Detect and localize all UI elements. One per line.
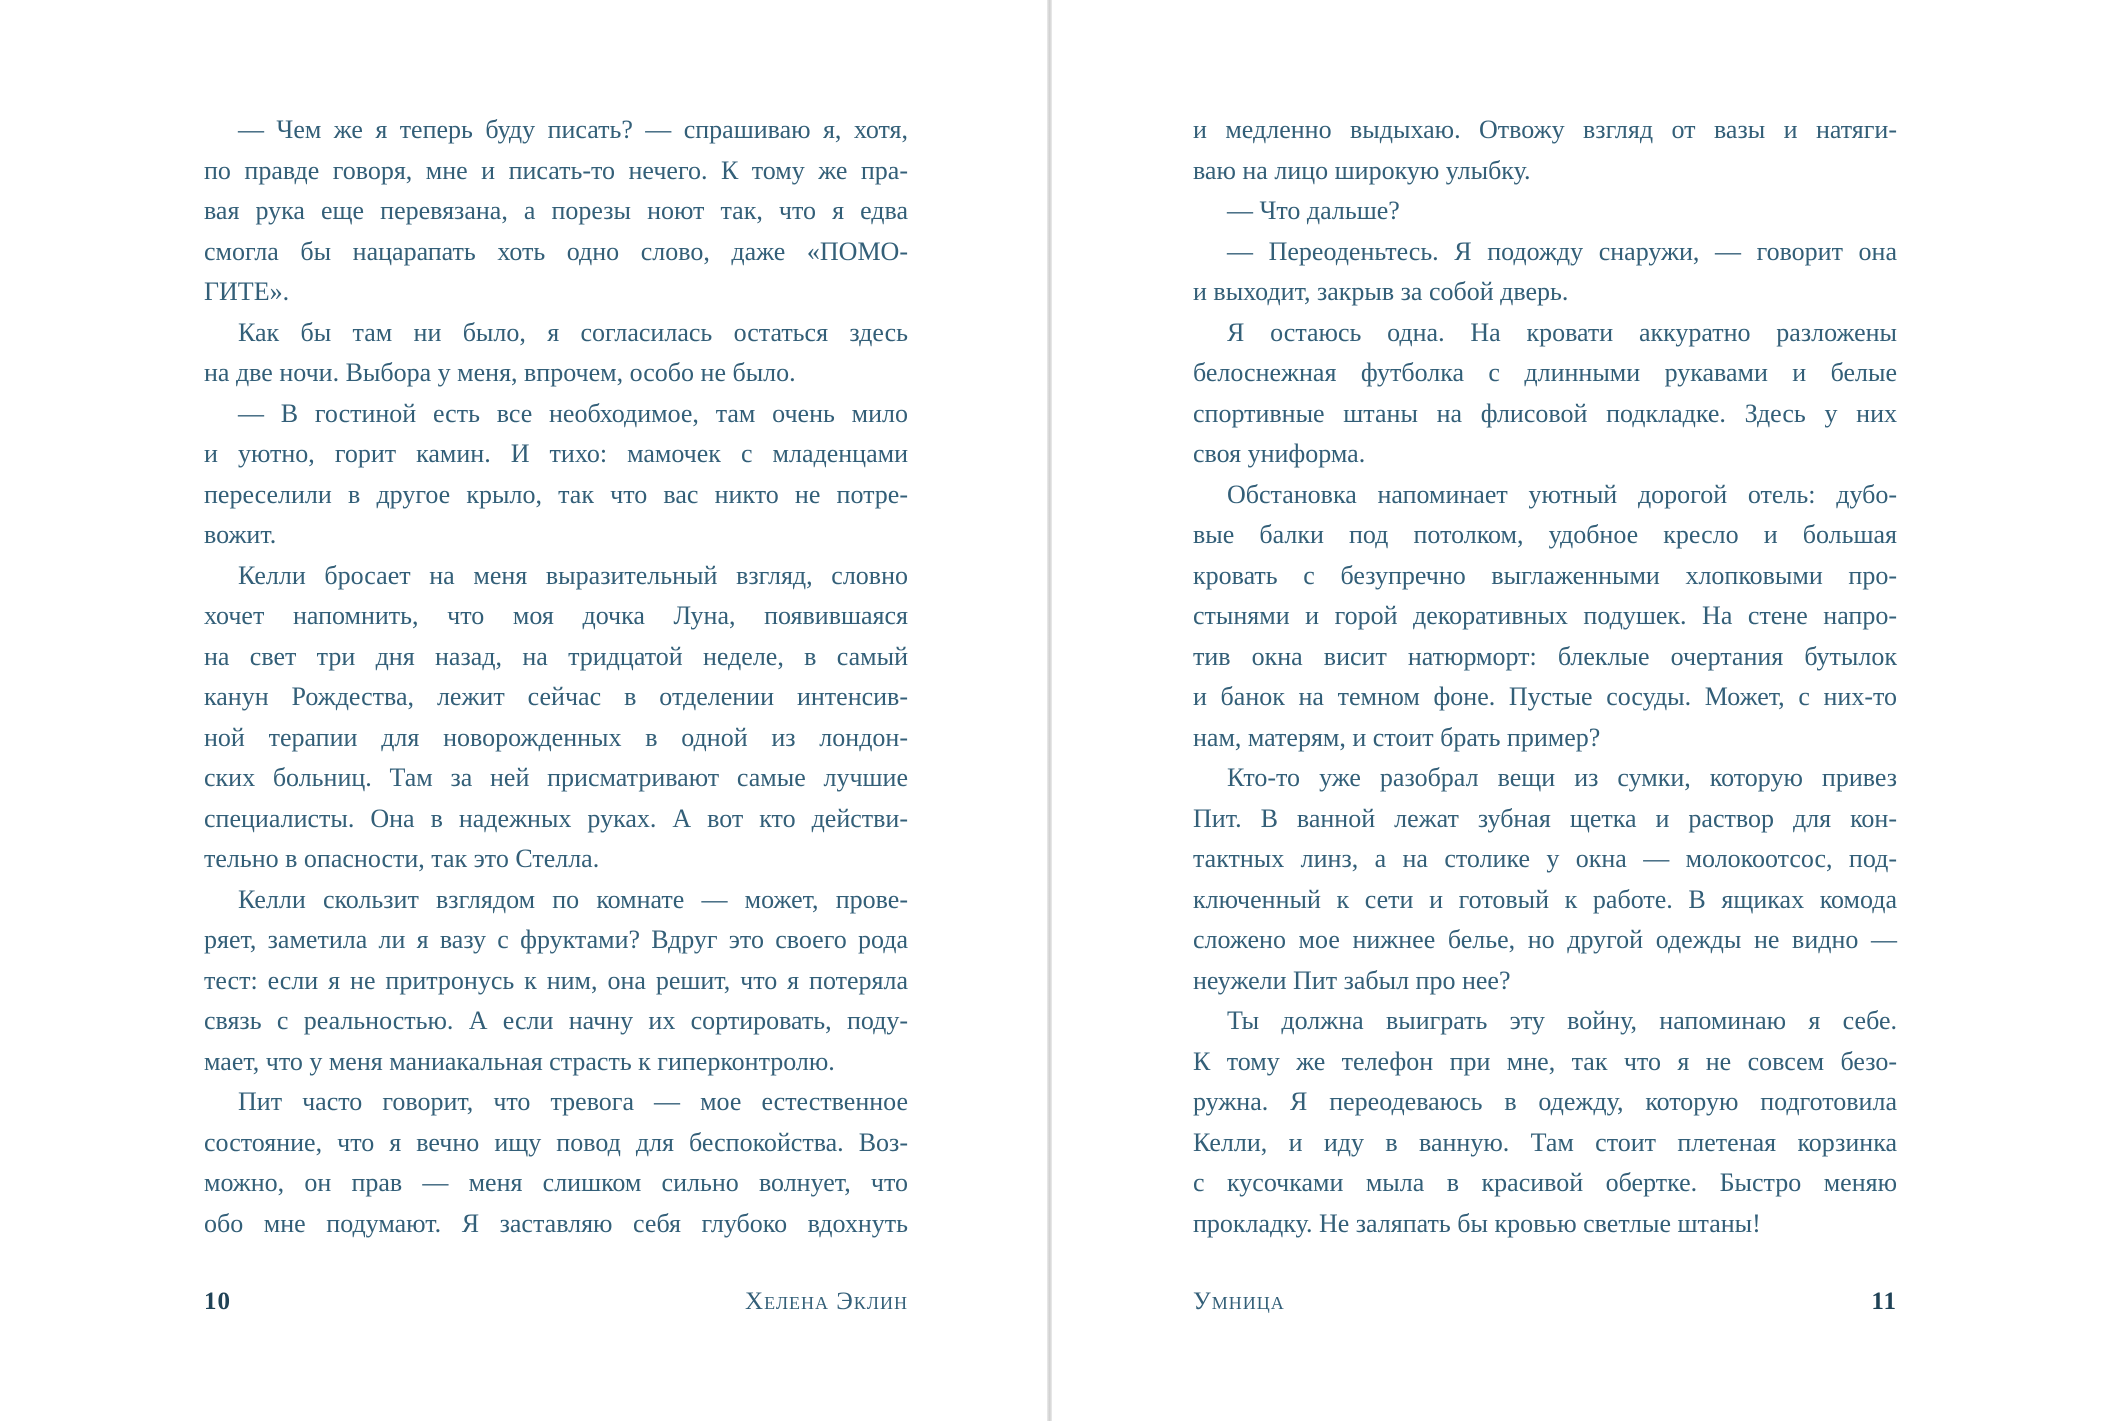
text-line: и уютно, горит камин. И тихо: мамочек с младенцами: [204, 439, 908, 468]
text-line: спортивные штаны на флисовой подкладке. Здесь у них: [1193, 398, 1897, 428]
paragraph: [1193, 232, 1897, 313]
text-line: ских больниц. Там за ней присматривают самые лучшие: [204, 763, 908, 792]
text-line: прокладку. Не заляпать бы кровью светлые штаны!: [1193, 1208, 1761, 1238]
text-line: на свет три дня назад, на тридцатой неделе, в самый: [204, 641, 908, 671]
text-line: тест: если я не притронусь к ним, она решит, что я потеряла: [204, 965, 908, 995]
paragraph: [1193, 1001, 1897, 1244]
text-line: и банок на темном фоне. Пустые сосуды. Может, с них-то: [1193, 682, 1897, 711]
paragraph: [204, 394, 908, 556]
text-line: Пит. В ванной лежат зубная щетка и раствор для кон-: [1193, 803, 1897, 833]
text-line: Обстановка напоминает уютный дорогой отель: дубо-: [1227, 479, 1897, 509]
paragraph: [1193, 313, 1897, 475]
paragraph: [1193, 758, 1897, 1001]
text-line: ГИТЕ».: [204, 277, 290, 306]
text-line: ружна. Я переодеваюсь в одежду, которую подготовила: [1193, 1087, 1897, 1116]
text-line: стынями и горой декоративных подушек. На стене напро-: [1193, 601, 1897, 630]
text-line: вые балки под потолком, удобное кресло и большая: [1193, 520, 1897, 549]
text-line: К тому же телефон при мне, так что я не совсем безо-: [1193, 1046, 1897, 1076]
text-line: — В гостиной есть все необходимое, там очень мило: [238, 398, 908, 428]
paragraph: [204, 880, 908, 1083]
paragraph: [204, 313, 908, 394]
text-line: можно, он прав — меня слишком сильно волнует, что: [204, 1168, 908, 1197]
text-line: Ты должна выиграть эту войну, напоминаю я себе.: [1227, 1006, 1897, 1035]
text-line: переселили в другое крыло, так что вас никто не потре-: [204, 479, 908, 509]
page-number-right: 11: [1871, 1288, 1897, 1315]
text-line: Пит часто говорит, что тревога — мое естественное: [238, 1087, 908, 1116]
text-line: сложено мое нижнее белье, но другой одежды не видно —: [1193, 925, 1897, 954]
running-head-author: Хелена Эклин: [745, 1288, 908, 1315]
text-line: специалисты. Она в надежных руках. А вот кто действи-: [204, 803, 908, 833]
text-line: смогла бы нацарапать хоть одно слово, даже «ПОМО-: [204, 236, 908, 266]
paragraph: [1193, 110, 1897, 191]
page-left: [0, 0, 1048, 1421]
text-line: кровать с безупречно выглаженными хлопковыми про-: [1193, 560, 1897, 590]
text-line: ключенный к сети и готовый к работе. В ящиках комода: [1193, 884, 1897, 914]
page-number-left: 10: [204, 1288, 231, 1315]
text-line: вожит.: [204, 520, 277, 549]
text-line: хочет напомнить, что моя дочка Луна, появившаяся: [204, 601, 908, 630]
text-line: канун Рождества, лежит сейчас в отделении интенсив-: [204, 682, 908, 711]
text-line: на две ночи. Выбора у меня, впрочем, особо не было.: [204, 358, 796, 387]
text-line: и медленно выдыхаю. Отвожу взгляд от вазы и натяги-: [1193, 115, 1897, 144]
text-line: Как бы там ни было, я согласилась остаться здесь: [238, 317, 908, 347]
text-line: Келли скользит взглядом по комнате — может, прове-: [238, 884, 908, 914]
page-right: [1052, 0, 2105, 1421]
text-line: вая рука еще перевязана, а порезы ноют так, что я едва: [204, 196, 908, 225]
text-line: тактных линз, а на столике у окна — молокоотсос, под-: [1193, 844, 1897, 873]
page-left-text: [204, 110, 908, 1244]
text-line: по правде говоря, мне и писать-то нечего. К тому же пра-: [204, 155, 908, 185]
page-right-footer: [1193, 1288, 1897, 1322]
text-line: тив окна висит натюрморт: блеклые очертания бутылок: [1193, 641, 1897, 671]
text-line: — Переоденьтесь. Я подожду снаружи, — говорит она: [1227, 236, 1897, 266]
text-line: Кто-то уже разобрал вещи из сумки, которую привез: [1227, 763, 1897, 792]
paragraph: [1193, 475, 1897, 759]
text-line: Келли, и иду в ванную. Там стоит плетеная корзинка: [1193, 1127, 1897, 1157]
text-line: ной терапии для новорожденных в одной из лондон-: [204, 722, 908, 752]
text-line: связь с реальностью. А если начну их сортировать, поду-: [204, 1006, 908, 1035]
page-left-footer: [204, 1288, 908, 1322]
text-line: мает, что у меня маниакальная страсть к гиперконтролю.: [204, 1046, 835, 1076]
text-line: с кусочками мыла в красивой обертке. Быстро меняю: [1193, 1168, 1897, 1197]
text-line: Келли бросает на меня выразительный взгляд, словно: [238, 560, 908, 590]
page-right-text: [1193, 110, 1897, 1244]
text-line: нам, матерям, и стоит брать пример?: [1193, 722, 1601, 752]
text-line: ваю на лицо широкую улыбку.: [1193, 155, 1531, 185]
text-line: белоснежная футболка с длинными рукавами и белые: [1193, 358, 1897, 387]
text-line: ряет, заметила ли я вазу с фруктами? Вдруг это своего рода: [204, 925, 908, 954]
text-line: своя униформа.: [1193, 439, 1366, 468]
text-line: тельно в опасности, так это Стелла.: [204, 844, 600, 873]
text-line: — Чем же я теперь буду писать? — спрашиваю я, хотя,: [238, 115, 908, 144]
text-line: — Что дальше?: [1227, 196, 1400, 225]
text-line: состояние, что я вечно ищу повод для беспокойства. Воз-: [204, 1127, 908, 1157]
text-line: неужели Пит забыл про нее?: [1193, 965, 1511, 995]
paragraph: [204, 110, 908, 313]
paragraph: [1193, 191, 1897, 232]
text-line: обо мне подумают. Я заставляю себя глубоко вдохнуть: [204, 1208, 908, 1238]
text-line: и выходит, закрыв за собой дверь.: [1193, 277, 1569, 306]
paragraph: [204, 1082, 908, 1244]
running-head-title: Умница: [1193, 1288, 1285, 1315]
paragraph: [204, 556, 908, 880]
text-line: Я остаюсь одна. На кровати аккуратно разложены: [1227, 317, 1897, 347]
